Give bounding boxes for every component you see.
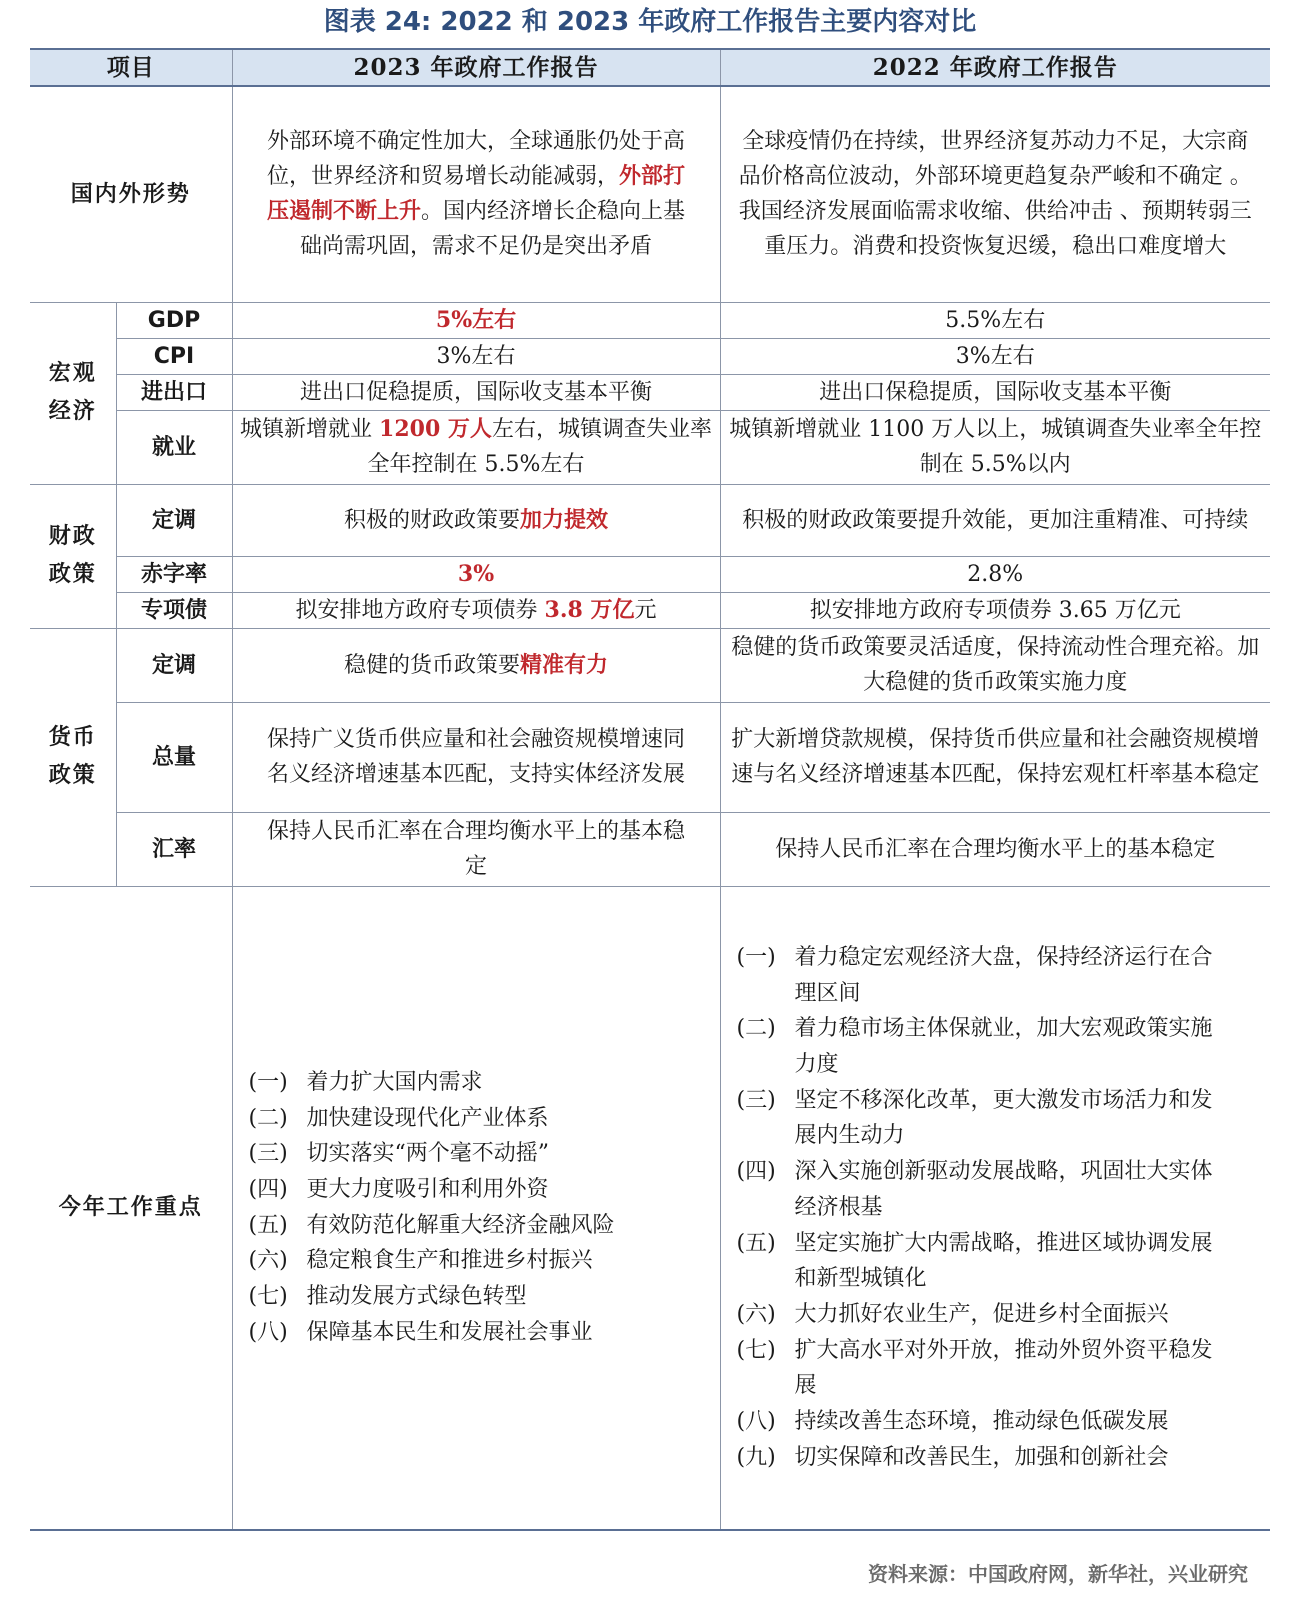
table-row xyxy=(30,484,1270,556)
sub-label-monetary-tone: 定调 xyxy=(116,628,232,702)
monetary-tone-2022: 稳健的货币政策要灵活适度，保持流动性合理充裕。加大稳健的货币政策实施力度 xyxy=(720,628,1270,702)
table-row xyxy=(30,592,1270,628)
trade-2022: 进出口保稳提质，国际收支基本平衡 xyxy=(720,374,1270,410)
highlight-text: 加力提效 xyxy=(520,506,609,533)
table-header-row xyxy=(30,49,1270,86)
list-item xyxy=(737,1297,1231,1333)
cpi-2023: 3%左右 xyxy=(232,338,720,374)
row-label-priorities: 今年工作重点 xyxy=(30,886,232,1530)
table-row xyxy=(30,628,1270,702)
list-item-text: 坚定不移深化改革，更大激发市场活力和发展内生动力 xyxy=(794,1087,1213,1149)
table-row xyxy=(30,374,1270,410)
list-item xyxy=(249,1101,714,1137)
header-item: 项目 xyxy=(30,49,232,86)
list-item-text: 切实落实“两个毫不动摇” xyxy=(306,1141,549,1167)
list-item-text: 扩大高水平对外开放，推动外贸外资平稳发展 xyxy=(794,1337,1213,1399)
list-item-number: (二) xyxy=(736,1016,776,1042)
fx-2023: 保持人民币汇率在合理均衡水平上的基本稳定 xyxy=(232,812,720,886)
list-item-number: (一) xyxy=(736,944,776,970)
priorities-2022 xyxy=(720,886,1270,1530)
list-item-number: (五) xyxy=(736,1230,776,1256)
fiscal-tone-2022: 积极的财政政策要提升效能，更加注重精准、可持续 xyxy=(720,484,1270,556)
deficit-2023: 3% xyxy=(232,556,720,592)
highlight-text: 精准有力 xyxy=(520,651,609,678)
list-item-number: (六) xyxy=(248,1248,288,1274)
list-item xyxy=(249,1243,714,1279)
list-item-number: (八) xyxy=(736,1409,776,1435)
list-item-text: 保障基本民生和发展社会事业 xyxy=(306,1319,593,1345)
list-item xyxy=(249,1315,714,1351)
bonds-2023: 拟安排地方政府专项债券 3.8 万亿元 xyxy=(232,592,720,628)
table-row xyxy=(30,702,1270,812)
fx-2022: 保持人民币汇率在合理均衡水平上的基本稳定 xyxy=(720,812,1270,886)
list-item-number: (九) xyxy=(736,1444,776,1470)
list-item-number: (七) xyxy=(736,1337,776,1363)
header-2022: 2022 年政府工作报告 xyxy=(720,49,1270,86)
list-item xyxy=(737,1083,1231,1154)
list-item-number: (五) xyxy=(248,1212,288,1238)
total-2023: 保持广义货币供应量和社会融资规模增速同名义经济增速基本匹配，支持实体经济发展 xyxy=(232,702,720,812)
cpi-2022: 3%左右 xyxy=(720,338,1270,374)
sub-label-fx: 汇率 xyxy=(116,812,232,886)
trade-2023: 进出口促稳提质，国际收支基本平衡 xyxy=(232,374,720,410)
priorities-2023-list xyxy=(249,1065,714,1351)
list-item-text: 坚定实施扩大内需战略，推进区域协调发展和新型城镇化 xyxy=(794,1230,1213,1292)
list-item xyxy=(249,1279,714,1315)
sub-label-gdp: GDP xyxy=(116,302,232,338)
employment-2022: 城镇新增就业 1100 万人以上，城镇调查失业率全年控制在 5.5%以内 xyxy=(720,410,1270,484)
list-item-text: 着力稳定宏观经济大盘，保持经济运行在合理区间 xyxy=(794,944,1213,1006)
list-item xyxy=(737,1333,1231,1404)
employment-2023: 城镇新增就业 1200 万人左右，城镇调查失业率全年控制在 5.5%左右 xyxy=(232,410,720,484)
sub-label-total: 总量 xyxy=(116,702,232,812)
situation-2022: 全球疫情仍在持续，世界经济复苏动力不足，大宗商品价格高位波动，外部环境更趋复杂严峻和不确定 。我国经济发展面临需求收缩、供给冲击 、预期转弱三重压力。消费和投资恢复迟缓，稳出口难度增大 xyxy=(720,86,1270,302)
list-item xyxy=(737,1011,1231,1082)
list-item xyxy=(737,1404,1231,1440)
list-item-text: 着力扩大国内需求 xyxy=(306,1069,483,1095)
list-item-text: 加快建设现代化产业体系 xyxy=(306,1105,549,1131)
sub-label-employment: 就业 xyxy=(116,410,232,484)
table-row xyxy=(30,812,1270,886)
priorities-2023 xyxy=(232,886,720,1530)
list-item-number: (四) xyxy=(248,1177,288,1203)
table-row xyxy=(30,556,1270,592)
list-item xyxy=(249,1065,714,1101)
table-row xyxy=(30,86,1270,302)
fiscal-tone-2023: 积极的财政政策要加力提效 xyxy=(232,484,720,556)
sub-label-cpi: CPI xyxy=(116,338,232,374)
list-item-text: 持续改善生态环境，推动绿色低碳发展 xyxy=(794,1409,1169,1435)
list-item xyxy=(249,1172,714,1208)
list-item xyxy=(737,1154,1231,1225)
table-row xyxy=(30,302,1270,338)
list-item-number: (二) xyxy=(248,1105,288,1131)
deficit-2022: 2.8% xyxy=(720,556,1270,592)
row-label-fiscal: 财政政策 xyxy=(30,484,116,628)
gdp-2023: 5%左右 xyxy=(232,302,720,338)
highlight-text: 1200 万人 xyxy=(379,416,492,442)
bonds-2022: 拟安排地方政府专项债券 3.65 万亿元 xyxy=(720,592,1270,628)
monetary-tone-2023: 稳健的货币政策要精准有力 xyxy=(232,628,720,702)
comparison-table xyxy=(30,48,1270,1531)
list-item xyxy=(737,940,1231,1011)
sub-label-trade: 进出口 xyxy=(116,374,232,410)
gdp-2022: 5.5%左右 xyxy=(720,302,1270,338)
list-item-number: (四) xyxy=(736,1159,776,1185)
list-item-number: (一) xyxy=(248,1069,288,1095)
list-item-text: 大力抓好农业生产，促进乡村全面振兴 xyxy=(794,1302,1169,1327)
list-item xyxy=(249,1136,714,1172)
table-row xyxy=(30,410,1270,484)
list-item-number: (七) xyxy=(248,1284,288,1310)
row-label-macro: 宏观经济 xyxy=(30,302,116,484)
row-label-monetary: 货币政策 xyxy=(30,628,116,886)
list-item xyxy=(737,1440,1231,1476)
list-item-text: 着力稳市场主体保就业，加大宏观政策实施力度 xyxy=(794,1016,1213,1078)
list-item-number: (三) xyxy=(248,1141,288,1167)
highlight-text: 外部打压遏制不断上升 xyxy=(266,163,686,225)
sub-label-deficit: 赤字率 xyxy=(116,556,232,592)
source-note: 资料来源：中国政府网，新华社，兴业研究 xyxy=(868,1562,1248,1586)
list-item-text: 更大力度吸引和利用外资 xyxy=(306,1177,549,1203)
sub-label-fiscal-tone: 定调 xyxy=(116,484,232,556)
list-item-text: 深入实施创新驱动发展战略，巩固壮大实体经济根基 xyxy=(794,1159,1213,1220)
highlight-text: 3.8 万亿 xyxy=(544,596,635,623)
list-item-text: 切实保障和改善民生，加强和创新社会 xyxy=(794,1444,1169,1470)
list-item xyxy=(249,1208,714,1244)
list-item-number: (三) xyxy=(736,1087,776,1113)
priorities-2022-list xyxy=(737,940,1231,1476)
list-item-number: (八) xyxy=(248,1319,288,1345)
situation-2023: 外部环境不确定性加大，全球通胀仍处于高位，世界经济和贸易增长动能减弱，外部打压遏制不断上升。国内经济增长企稳向上基础尚需巩固，需求不足仍是突出矛盾 xyxy=(232,86,720,302)
list-item-text: 稳定粮食生产和推进乡村振兴 xyxy=(306,1248,593,1274)
list-item-number: (六) xyxy=(736,1302,776,1327)
row-label-situation: 国内外形势 xyxy=(30,86,232,302)
total-2022: 扩大新增贷款规模，保持货币供应量和社会融资规模增速与名义经济增速基本匹配，保持宏观杠杆率基本稳定 xyxy=(720,702,1270,812)
table-row xyxy=(30,886,1270,1530)
list-item xyxy=(737,1226,1231,1297)
header-2023: 2023 年政府工作报告 xyxy=(232,49,720,86)
table-row xyxy=(30,338,1270,374)
figure-title: 图表 24: 2022 和 2023 年政府工作报告主要内容对比 xyxy=(323,7,977,37)
sub-label-bonds: 专项债 xyxy=(116,592,232,628)
list-item-text: 推动发展方式绿色转型 xyxy=(306,1284,527,1310)
list-item-text: 有效防范化解重大经济金融风险 xyxy=(306,1212,615,1238)
